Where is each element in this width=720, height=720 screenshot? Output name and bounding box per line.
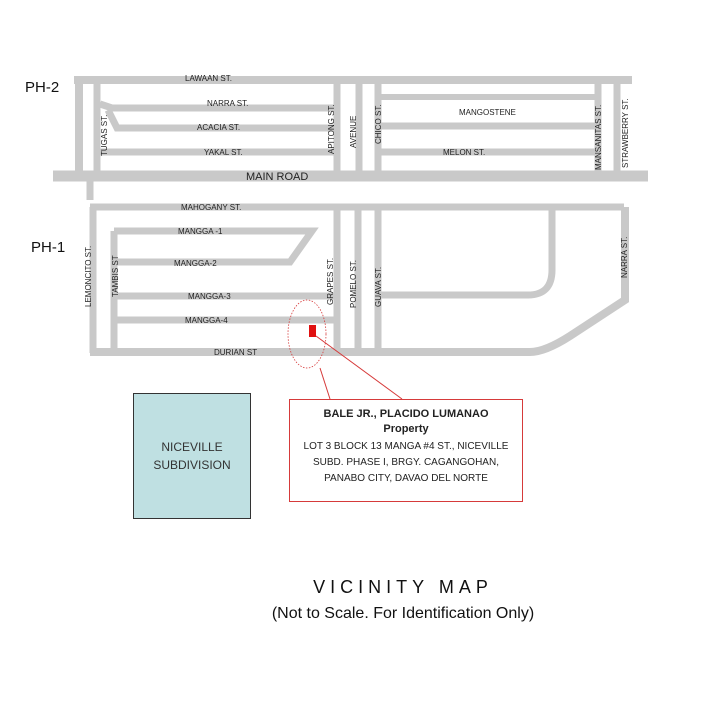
chico-label: CHICO ST. — [374, 104, 383, 144]
subdivision-name-line1: NICEVILLE — [161, 440, 223, 454]
melon-label: MELON ST. — [443, 148, 486, 157]
mangga1-label: MANGGA -1 — [178, 227, 223, 236]
yakal-label: YAKAL ST. — [204, 148, 243, 157]
lemoncito-label: LEMONCITO ST. — [84, 245, 93, 307]
acacia-label: ACACIA ST. — [197, 123, 241, 132]
narra-top-label: NARRA ST. — [207, 99, 249, 108]
property-address-line1: LOT 3 BLOCK 13 MANGA #4 ST., NICEVILLE — [303, 441, 509, 452]
ph1-label: PH-1 — [31, 239, 66, 256]
property-label: Property — [383, 423, 429, 435]
property-owner: BALE JR., PLACIDO LUMANAO — [323, 408, 489, 420]
grapes-label: GRAPES ST. — [326, 257, 335, 305]
subdivision-name-line2: SUBDIVISION — [153, 458, 231, 472]
guava-label: GUAVA ST. — [374, 266, 383, 307]
tugas-label: TUGAS ST. — [100, 114, 109, 156]
durian-label: DURIAN ST — [214, 348, 258, 357]
property-address — [290, 439, 522, 487]
mansanitas-label: MANSANITAS ST. — [594, 104, 603, 170]
property-callout-box — [289, 399, 523, 502]
mangga4-label: MANGGA-4 — [185, 316, 228, 325]
strawberry-label: STRAWBERRY ST. — [621, 98, 630, 168]
tambis-label: TAMBIS ST — [111, 255, 120, 297]
map-title: VICINITY MAP — [313, 577, 493, 597]
map-subtitle: (Not to Scale. For Identification Only) — [271, 605, 535, 622]
mangga3-label: MANGGA-3 — [188, 292, 231, 301]
mangostene-label: MANGOSTENE — [459, 108, 516, 117]
pomelo-label: POMELO ST. — [349, 259, 358, 308]
main-road-label: MAIN ROAD — [246, 171, 309, 183]
guava-loop-road — [378, 207, 552, 295]
mangga2-label: MANGGA-2 — [174, 259, 217, 268]
mahogany-label: MAHOGANY ST. — [181, 203, 242, 212]
ph2-label: PH-2 — [25, 79, 60, 96]
property-highlight-ellipse — [288, 300, 326, 368]
property-marker — [309, 325, 316, 337]
avenue-label: AVENUE — [349, 115, 358, 148]
map-title-block — [230, 576, 576, 625]
niceville-subdivision-block — [133, 393, 251, 519]
property-address-line3: PANABO CITY, DAVAO DEL NORTE — [324, 473, 488, 484]
callout-leader-left — [320, 368, 330, 399]
apitong-label: APITONG ST. — [327, 104, 336, 154]
property-address-line2: SUBD. PHASE I, BRGY. CAGANGOHAN, — [313, 457, 499, 468]
narra-right-label: NARRA ST. — [620, 236, 629, 278]
lawaan-label: LAWAAN ST. — [185, 74, 232, 83]
